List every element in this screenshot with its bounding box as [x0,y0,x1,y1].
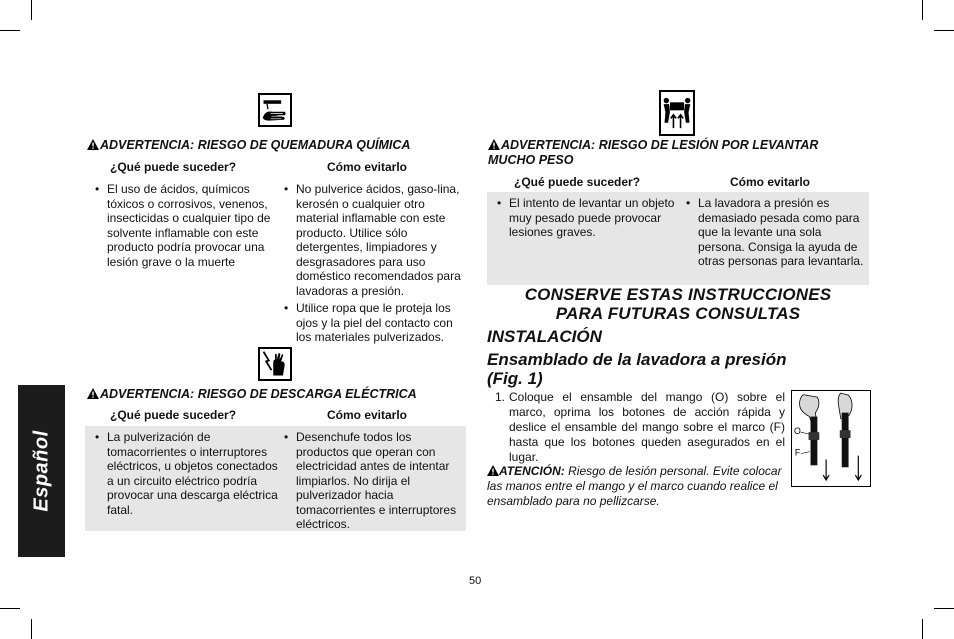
list-item: • No pulverice ácidos, gaso-lina, kerosén o cualquier otro material inflamable con este producto. Utilice sólo detergentes, limpiadores y desgrasadores para uso doméstico recomendados para lavadoras a presión. [283,182,461,298]
figure-label-f: F [794,447,801,458]
warning-triangle-icon [488,139,500,150]
step-text: Coloque el ensamble del mango (O) sobre el marco, oprima los botones de acción rápida y deslice el ensamble del mango sobre el marco (F) hasta que los botones queden asegurados en el lugar. [509,390,785,464]
subsection-title: Ensamblado de la lavadora a presión (Fig. 1) [487,350,787,388]
figure-label-o: O [793,426,801,437]
keep-instructions-title: CONSERVE ESTAS INSTRUCCIONES PARA FUTURAS CONSULTAS [524,285,832,323]
side-tab-label: Español [30,430,52,512]
chemical-what-list [94,182,280,272]
warning-triangle-icon [87,388,99,399]
lifting-warning-title: ADVERTENCIA: RIESGO DE LESIÓN POR LEVANTAR MUCHO PESO [488,138,819,167]
column-header-how: Cómo evitarlo [730,175,811,189]
list-item: • El intento de levantar un objeto muy pesado puede provocar lesiones graves. [496,196,676,240]
electric-shock-icon [258,347,292,381]
step-number: 1. [495,390,506,404]
crop-mark [0,30,20,31]
chemical-burn-icon [258,93,292,127]
crop-mark [31,619,32,639]
list-item: • La pulverización de tomacorrientes o interruptores eléctricos, u objetos conectados a un circuito eléctrico podría provocar una descarga eléctrica fatal. [94,430,280,517]
crop-mark [31,0,32,20]
lifting-what-list [496,196,676,243]
crop-mark [0,608,20,609]
crop-mark [922,619,923,639]
page-number: 50 [469,575,482,587]
crop-mark [934,30,954,31]
column-header-what: ¿Qué puede suceder? [110,408,237,422]
column-header-how: Cómo evitarlo [327,408,408,422]
heavy-lifting-icon [659,90,695,136]
warning-triangle-icon [87,139,99,150]
figure-1-handle-assembly [791,390,871,487]
list-item: • Desenchufe todos los productos que operan con electricidad antes de intentar limpiarlos. No dirija el pulverizador hacia tomacorrientes e interruptores eléctricos. [283,430,463,532]
crop-mark [934,608,954,609]
language-side-tab [18,385,65,557]
column-header-what: ¿Qué puede suceder? [110,160,237,174]
column-header-how: Cómo evitarlo [327,160,408,174]
chemical-how-list [283,182,461,348]
caution-note: ATENCIÓN: Riesgo de lesión personal. Evite colocar las manos entre el mango y el marco cuando realice el ensamblado para no pellizcarse. [487,464,782,508]
electric-how-list [283,430,463,535]
electric-what-list [94,430,280,520]
chemical-warning-title: ADVERTENCIA: RIESGO DE QUEMADURA QUÍMICA [87,138,410,153]
list-item: • El uso de ácidos, químicos tóxicos o corrosivos, venenos, insecticidas o cualquier tipo de solvente inflamable con este producto podría provocar una lesión grave o la muerte [94,182,280,269]
crop-mark [922,0,923,20]
section-title: INSTALACIÓN [487,327,602,346]
column-header-what: ¿Qué puede suceder? [514,175,641,189]
lifting-how-list [685,196,867,272]
list-item: • Utilice ropa que le proteja los ojos y la piel del contacto con los materiales pulverizados. [283,301,461,345]
electric-warning-title: ADVERTENCIA: RIESGO DE DESCARGA ELÉCTRICA [87,387,417,402]
warning-triangle-icon [487,465,499,476]
list-item: • La lavadora a presión es demasiado pesada como para que la levante una sola persona. Consiga la ayuda de otras personas para levantarla. [685,196,867,269]
